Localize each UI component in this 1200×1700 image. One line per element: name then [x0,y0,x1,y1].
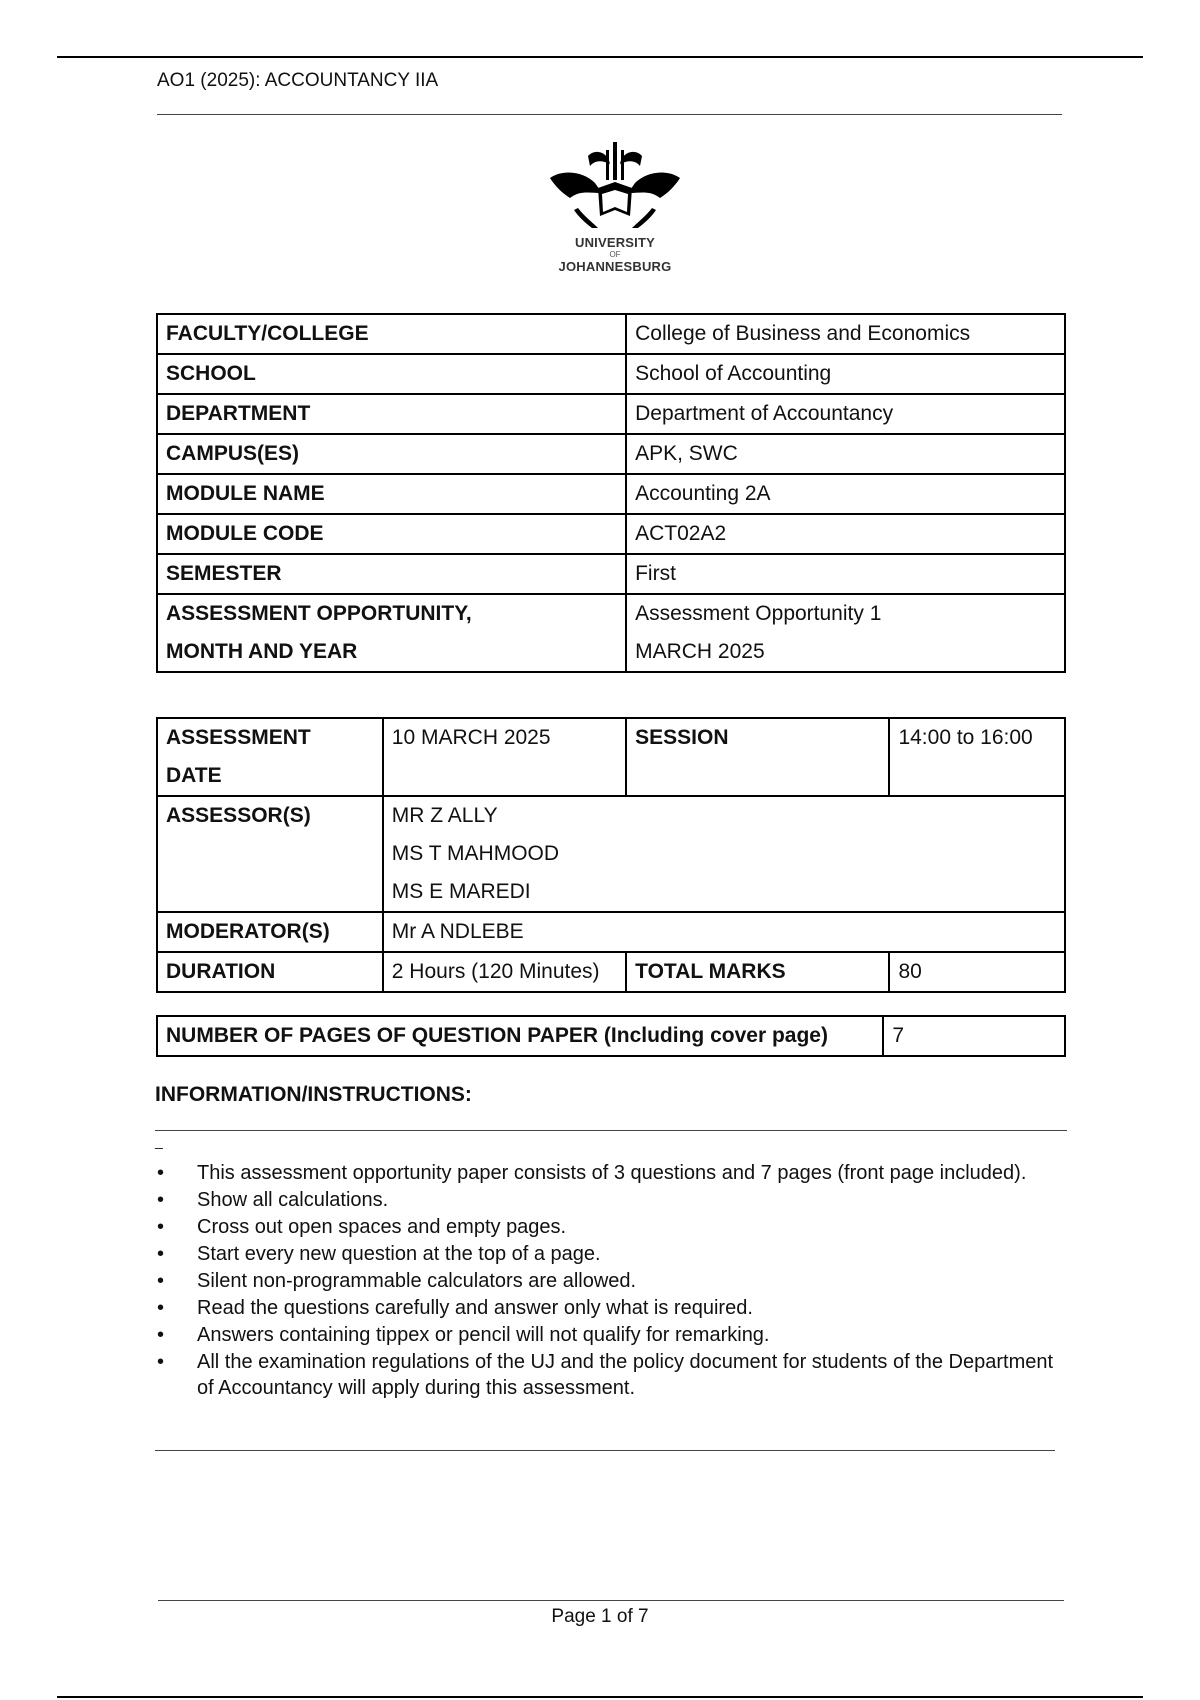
page-count-table [156,1015,1066,1057]
campus-value: APK, SWC [626,434,1065,474]
table-row [157,434,1065,474]
assessment-date-label-line2: DATE [166,764,222,787]
table-row [157,1016,1065,1056]
instructions-title: INFORMATION/INSTRUCTIONS: [155,1083,472,1106]
list-item [155,1187,1055,1213]
assessment-details-table [156,717,1066,993]
instructions-rule [155,1130,1067,1131]
bullet-icon: • [157,1243,165,1265]
assessor-name: MS T MAHMOOD [391,842,560,865]
assessment-date-label-line1: ASSESSMENT [166,726,311,749]
assessor-name: MR Z ALLY [391,804,498,827]
department-label: DEPARTMENT [157,394,626,434]
list-item [155,1268,1055,1294]
table-row [157,354,1065,394]
faculty-value: College of Business and Economics [626,314,1065,354]
moderator-value: Mr A NDLEBE [383,912,1065,952]
bullet-icon: • [157,1162,165,1184]
footer-rule [158,1600,1064,1601]
list-item [155,1295,1055,1321]
duration-value: 2 Hours (120 Minutes) [383,952,626,992]
instruction-text: Silent non-programmable calculators are allowed. [197,1270,637,1292]
list-item [155,1322,1055,1348]
list-item [155,1214,1055,1240]
assessors-label: ASSESSOR(S) [157,796,383,912]
table-row [157,952,1065,992]
table-row [157,796,1065,912]
list-item [155,1160,1055,1186]
table-row [157,314,1065,354]
module-code-label: MODULE CODE [157,514,626,554]
assessment-date-label [157,718,383,796]
logo-text-johannesburg: JOHANNESBURG [558,259,672,274]
bullet-icon: • [157,1324,165,1346]
table-row [157,554,1065,594]
module-code-value: ACT02A2 [626,514,1065,554]
duration-label: DURATION [157,952,383,992]
bullet-icon: • [157,1270,165,1292]
school-value: School of Accounting [626,354,1065,394]
instructions-dash: _ [155,1133,163,1149]
table-row [157,912,1065,952]
assessment-opportunity-label-line2: MONTH AND YEAR [166,640,358,663]
session-value: 14:00 to 16:00 [889,718,1065,796]
bullet-icon: • [157,1216,165,1238]
assessors-value [383,796,1065,912]
instructions-end-rule [155,1450,1055,1451]
instruction-text: Cross out open spaces and empty pages. [197,1216,567,1238]
bullet-icon: • [157,1297,165,1319]
department-value: Department of Accountancy [626,394,1065,434]
bullet-icon: • [157,1189,165,1211]
assessment-opportunity-value-line1: Assessment Opportunity 1 [635,602,882,625]
module-name-value: Accounting 2A [626,474,1065,514]
list-item [155,1241,1055,1267]
assessment-opportunity-value-line2: MARCH 2025 [635,640,765,663]
school-label: SCHOOL [157,354,626,394]
bullet-icon: • [157,1351,165,1373]
university-logo [535,138,695,288]
page-count-label: NUMBER OF PAGES OF QUESTION PAPER (Including cover page) [157,1016,883,1056]
assessor-name: MS E MAREDI [391,880,531,903]
campus-label: CAMPUS(ES) [157,434,626,474]
assessment-date-value: 10 MARCH 2025 [383,718,626,796]
total-marks-label: TOTAL MARKS [626,952,889,992]
instruction-text: This assessment opportunity paper consists of 3 questions and 7 pages (front page included). [197,1162,1027,1184]
faculty-label: FACULTY/COLLEGE [157,314,626,354]
semester-label: SEMESTER [157,554,626,594]
module-name-label: MODULE NAME [157,474,626,514]
table-row [157,718,1065,796]
logo-text-of: OF [609,250,621,259]
table-row [157,594,1065,672]
moderators-label: MODERATOR(S) [157,912,383,952]
instruction-text: Start every new question at the top of a page. [197,1243,601,1265]
header-underline [157,114,1062,115]
logo-text-university: UNIVERSITY [574,235,655,250]
assessment-opportunity-value [626,594,1065,672]
module-info-table [156,313,1066,673]
page-count-value: 7 [883,1016,1065,1056]
birds-emblem-icon [540,138,690,230]
table-row [157,394,1065,434]
assessment-opportunity-label-line1: ASSESSMENT OPPORTUNITY, [166,602,472,625]
instruction-text: All the examination regulations of the UJ and the policy document for students of the Department of Accountancy will apply during this assessment. [197,1351,1054,1399]
instructions-list [155,1160,1055,1402]
assessment-opportunity-label [157,594,626,672]
instruction-text: Show all calculations. [197,1189,389,1211]
total-marks-value: 80 [889,952,1065,992]
bottom-page-rule [57,1696,1143,1698]
list-item [155,1349,1055,1401]
semester-value: First [626,554,1065,594]
instruction-text: Read the questions carefully and answer only what is required. [197,1297,753,1319]
table-row [157,514,1065,554]
session-label: SESSION [626,718,889,796]
table-row [157,474,1065,514]
instruction-text: Answers containing tippex or pencil will not qualify for remarking. [197,1324,770,1346]
page-number: Page 1 of 7 [551,1606,649,1627]
header-title: AO1 (2025): ACCOUNTANCY IIA [157,70,439,91]
top-page-rule [57,56,1143,58]
